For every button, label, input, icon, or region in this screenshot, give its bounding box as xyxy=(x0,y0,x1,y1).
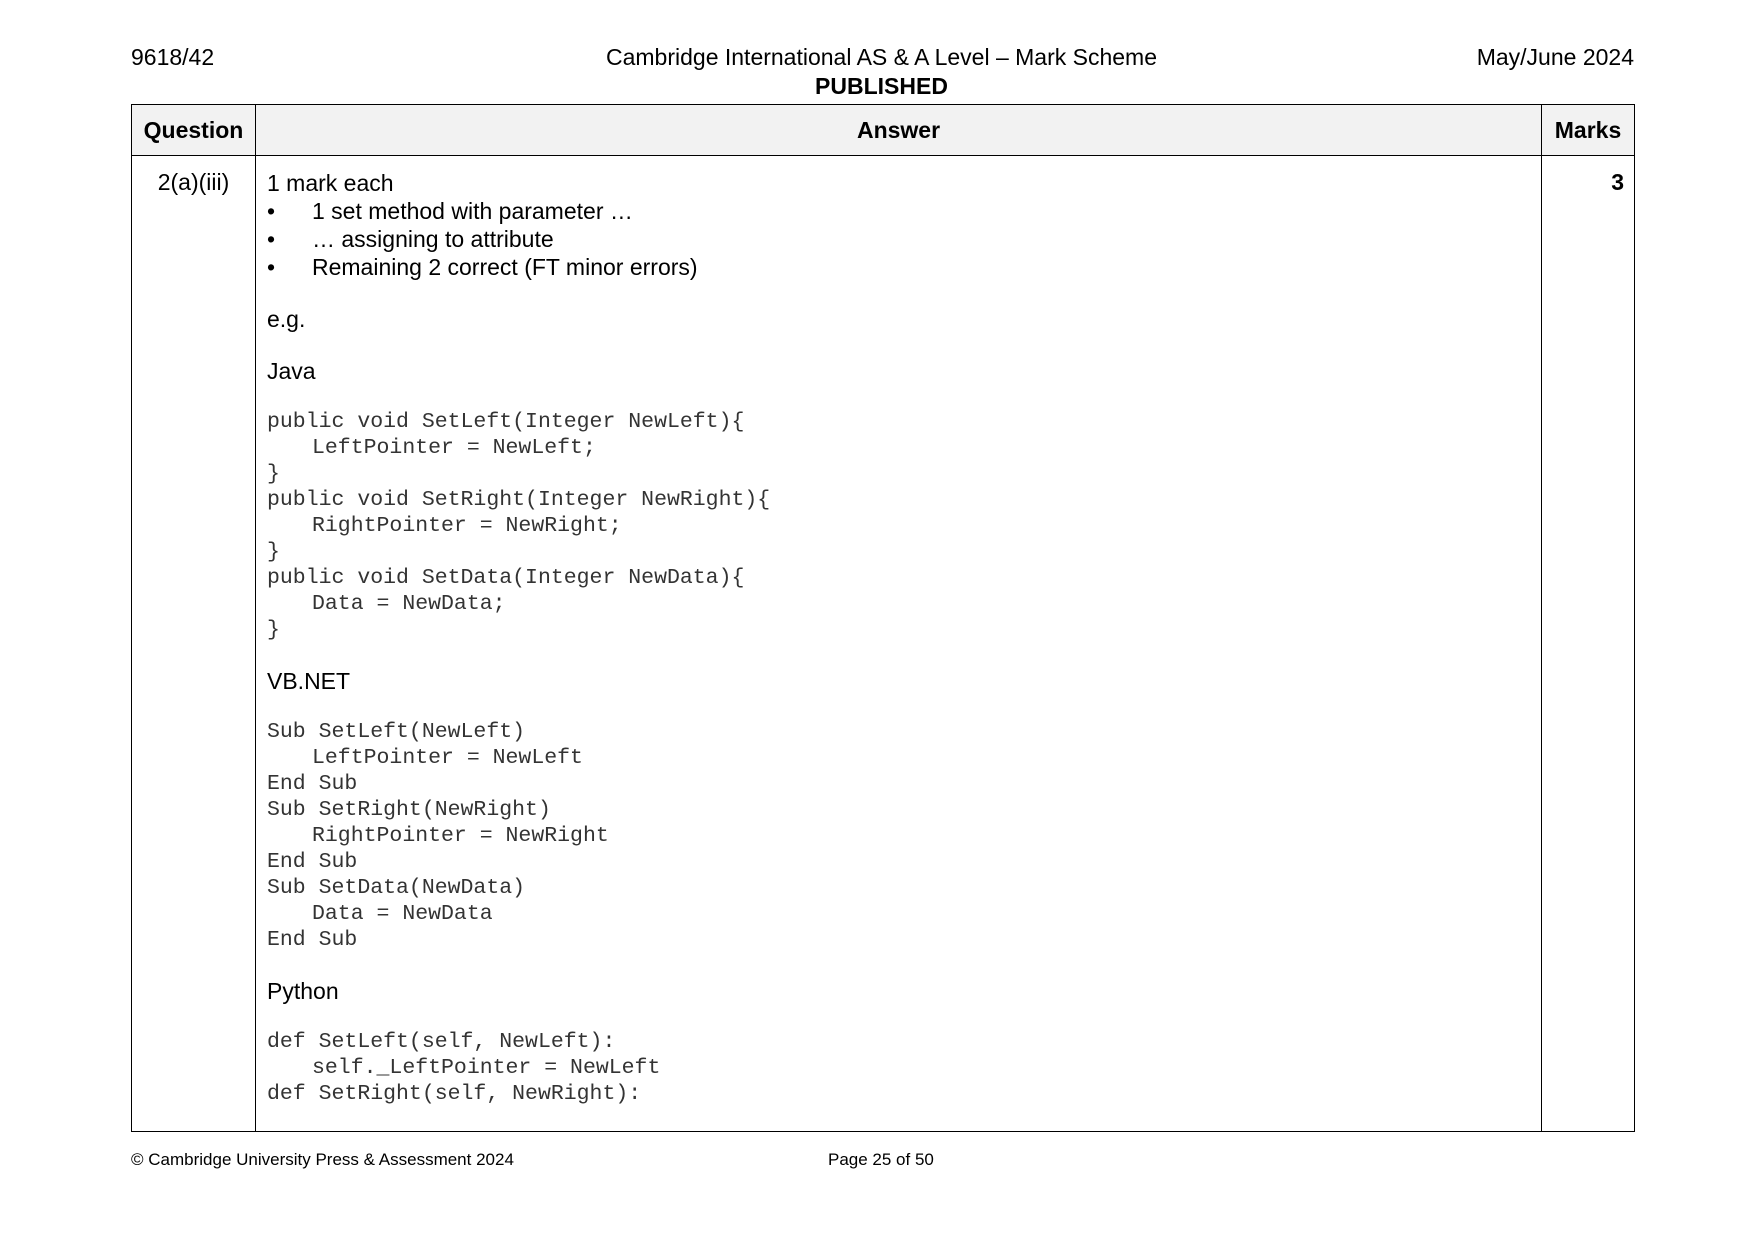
mark-scheme-table xyxy=(131,104,1635,1132)
code-line: LeftPointer = NewLeft; xyxy=(312,436,596,460)
code-line: RightPointer = NewRight xyxy=(312,824,609,848)
python-code-block xyxy=(267,1029,1531,1107)
marking-intro: 1 mark each xyxy=(267,170,394,196)
java-code-block xyxy=(267,409,1531,643)
bullet-text: 1 set method with parameter … xyxy=(312,198,633,224)
code-line: public void SetData(Integer NewData){ xyxy=(267,566,745,590)
code-line: Data = NewData; xyxy=(312,592,506,616)
marks-header: Marks xyxy=(1542,105,1635,156)
paper-code: 9618/42 xyxy=(131,44,215,70)
exam-session: May/June 2024 xyxy=(1476,44,1634,70)
code-line: def SetLeft(self, NewLeft): xyxy=(267,1030,616,1054)
question-number: 2(a)(iii) xyxy=(132,156,256,1132)
code-line: def SetRight(self, NewRight): xyxy=(267,1082,642,1106)
answer-cell xyxy=(256,156,1542,1132)
vbnet-code-block xyxy=(267,719,1531,953)
marks-value: 3 xyxy=(1542,156,1635,1132)
code-line: public void SetLeft(Integer NewLeft){ xyxy=(267,410,745,434)
code-line: End Sub xyxy=(267,850,358,874)
code-line: LeftPointer = NewLeft xyxy=(312,746,583,770)
bullet-text: … assigning to attribute xyxy=(312,226,554,252)
table-header-row xyxy=(132,105,1635,156)
code-line: End Sub xyxy=(267,928,358,952)
code-line: End Sub xyxy=(267,772,358,796)
code-line: self._LeftPointer = NewLeft xyxy=(312,1056,661,1080)
code-line: Sub SetRight(NewRight) xyxy=(267,798,551,822)
bullet-icon: • xyxy=(267,198,276,224)
example-label: e.g. xyxy=(267,306,306,332)
python-heading: Python xyxy=(267,978,339,1004)
code-line: public void SetRight(Integer NewRight){ xyxy=(267,488,771,512)
bullet-icon: • xyxy=(267,254,276,280)
bullet-text: Remaining 2 correct (FT minor errors) xyxy=(312,254,698,280)
bullet-item xyxy=(267,197,1531,225)
bullet-item xyxy=(267,253,1531,281)
code-line: Sub SetLeft(NewLeft) xyxy=(267,720,526,744)
title-text: Cambridge International AS & A Level – Mark Scheme xyxy=(605,44,1158,70)
answer-header: Answer xyxy=(256,105,1542,156)
code-line: } xyxy=(267,540,280,564)
bullet-item xyxy=(267,225,1531,253)
code-line: RightPointer = NewRight; xyxy=(312,514,622,538)
code-line: Sub SetData(NewData) xyxy=(267,876,526,900)
code-line: } xyxy=(267,618,280,642)
code-line: Data = NewData xyxy=(312,902,493,926)
copyright-notice: © Cambridge University Press & Assessment 2024 xyxy=(131,1150,514,1169)
published-label: PUBLISHED xyxy=(815,73,948,99)
java-heading: Java xyxy=(267,358,316,384)
bullet-icon: • xyxy=(267,226,276,252)
table-row xyxy=(132,156,1635,1132)
question-header: Question xyxy=(132,105,256,156)
page-number: Page 25 of 50 xyxy=(828,1150,934,1169)
code-line: } xyxy=(267,462,280,486)
vbnet-heading: VB.NET xyxy=(267,668,351,694)
